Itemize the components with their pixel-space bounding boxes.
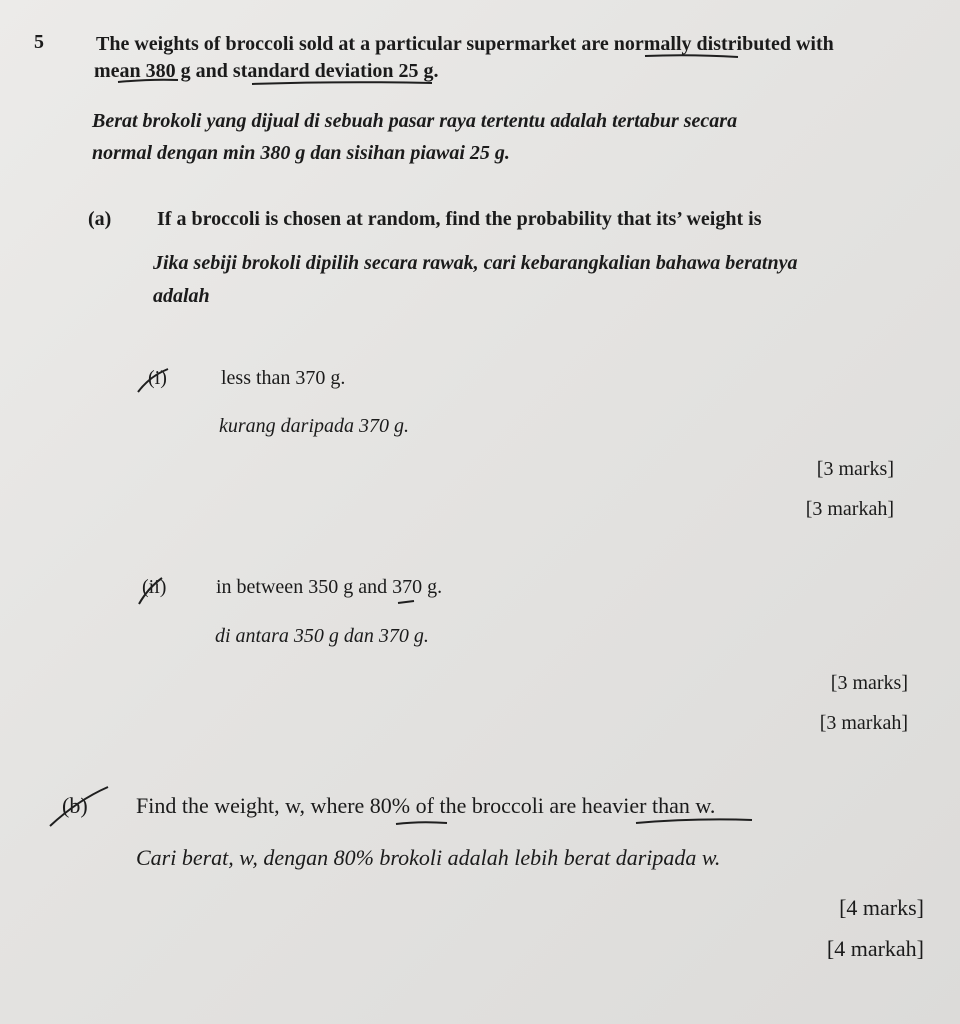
underline-heavier-than [636,819,752,823]
part-b-text-ms: Cari berat, w, dengan 80% brokoli adalah lebih berat daripada w. [136,845,721,870]
slash-sub-ii [139,578,162,604]
question-intro-en-line2: mean 380 g and standard deviation 25 g. [94,60,439,82]
sub-ii-text-ms: di antara 350 g dan 370 g. [215,625,429,647]
sub-i-marks-ms: [3 markah] [805,498,894,520]
sub-ii-text-en: in between 350 g and 370 g. [216,576,443,598]
part-b-marks-en: [4 marks] [839,895,924,920]
part-a-text-en: If a broccoli is chosen at random, find the probability that its’ weight is [157,208,762,230]
part-b-marks-ms: [4 markah] [826,936,924,961]
underline-mean [118,80,178,82]
question-intro-ms-line1: Berat brokoli yang dijual di sebuah pasar raya tertentu adalah tertabur secara [92,110,738,132]
question-number: 5 [34,31,44,53]
sub-i-marks-en: [3 marks] [816,458,894,480]
slash-sub-i [138,369,168,392]
sub-ii-marks-ms: [3 markah] [819,712,908,734]
part-a-text-ms-line1: Jika sebiji brokoli dipilih secara rawak, cari kebarangkalian bahawa beratnya [153,252,798,274]
part-b-label: (b) [62,793,88,818]
sub-ii-label: (ii) [142,576,167,598]
part-b-text-en: Find the weight, w, where 80% of the broccoli are heavier than w. [136,793,716,818]
question-intro-en-line1: The weights of broccoli sold at a particular supermarket are normally distributed with [96,33,834,55]
part-a-label: (a) [88,208,112,230]
slash-part-b [50,787,108,826]
underline-std-dev [252,82,432,84]
sub-i-text-ms: kurang daripada 370 g. [219,415,409,437]
underline-normally-distributed [645,55,738,57]
underline-and [398,601,414,603]
part-a-text-ms-line2: adalah [153,285,210,307]
sub-ii-marks-en: [3 marks] [830,672,908,694]
underline-80-percent [396,822,447,824]
sub-i-label: (i) [148,367,167,389]
sub-i-text-en: less than 370 g. [221,367,346,389]
question-intro-ms-line2: normal dengan min 380 g dan sisihan piawai 25 g. [92,142,510,164]
